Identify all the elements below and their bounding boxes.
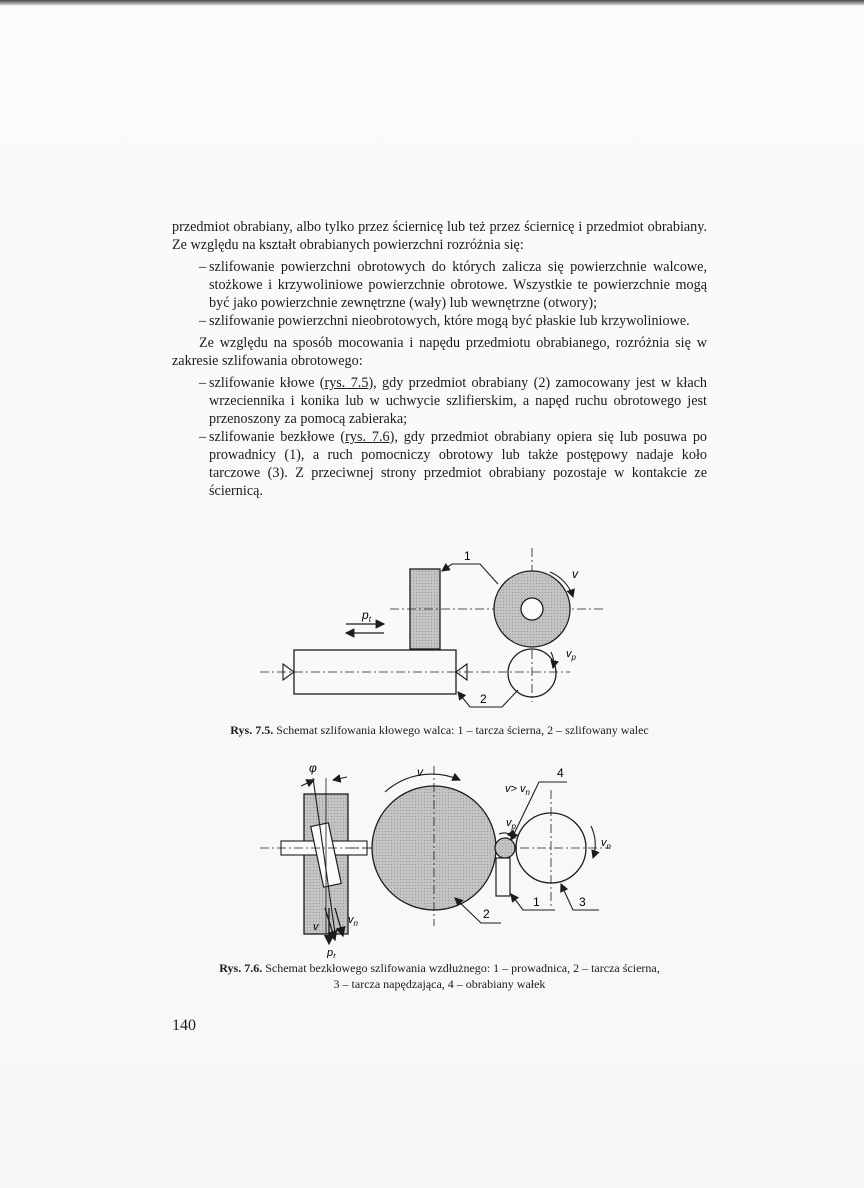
figure-reference-link[interactable]: rys. 7.6 <box>345 429 390 445</box>
svg-text:v> vn: $v> v_n$ <box>505 783 530 797</box>
svg-text:v: v <box>572 567 578 581</box>
scan-edge <box>0 0 864 6</box>
svg-text:4: 4 <box>557 766 564 780</box>
svg-text:vp: $v_p$ <box>506 817 516 831</box>
figure-7-5-diagram <box>250 540 620 715</box>
workpiece-shaft <box>495 838 515 858</box>
svg-text:pt: $p_t$ <box>362 608 371 624</box>
body-text <box>172 218 707 504</box>
svg-text:1: 1 <box>533 895 540 909</box>
svg-text:vn: $v_n$ <box>601 837 611 851</box>
list-surface-types <box>172 258 707 330</box>
figure-reference-link[interactable]: rys. 7.5 <box>324 375 369 391</box>
list-item: – szlifowanie bezkłowe (rys. 7.6), gdy przedmiot obrabiany opiera się lub posuwa po prowadnicy (1), a ruch pomocniczy obrotowy lub także postępowy nadaje koło tarczowe (3). Z przeciwnej strony przedmiot obrabiany pozostaje w kontakcie ze ściernicą. <box>199 429 708 499</box>
guide-rest <box>496 858 510 896</box>
svg-text:3: 3 <box>579 895 586 909</box>
figure-7-6-caption: Rys. 7.6. Schemat bezkłowego szlifowania wzdłużnego: 1 – prowadnica, 2 – tarcza ścierna, 3 – tarcza napędzająca, 4 – obrabiany wałek <box>219 961 660 991</box>
list-item: – szlifowanie powierzchni obrotowych do których zalicza się powierzchnie walcowe, stożkowe i krzywoliniowe powierzchnie obrotowe. Wszystkie te powierzchnie mogą być jako powierzchnie zewnętrzne (wały) lub wewnętrzne (otwory); <box>199 259 707 311</box>
svg-text:vp: $v_p$ <box>566 648 576 662</box>
list-item: – szlifowanie kłowe (rys. 7.5), gdy przedmiot obrabiany (2) zamocowany jest w kłach wrzeciennika i konika lub w uchwycie szlifierskim, a napęd ruchu obrotowego jest przenoszony za pomocą zabieraka; <box>199 375 708 427</box>
svg-text:v: v <box>313 921 319 933</box>
svg-text:φ: φ <box>309 761 317 775</box>
list-grinding-types <box>172 374 707 500</box>
svg-text:2: 2 <box>480 692 487 706</box>
list-item: – szlifowanie powierzchni nieobrotowych, które mogą być płaskie lub krzywoliniowe. <box>199 313 690 329</box>
paragraph-2: Ze względu na sposób mocowania i napędu przedmiotu obrabianego, rozróżnia się w zakresie szlifowania obrotowego: <box>172 335 707 369</box>
svg-text:pt: $p_t$ <box>327 947 336 958</box>
svg-text:1: 1 <box>464 549 471 563</box>
paragraph-1: przedmiot obrabiany, albo tylko przez ściernicę lub też przez ściernicę i przedmiot obrabiany. Ze względu na kształt obrabianych powierzchni rozróżnia się: <box>172 219 707 253</box>
svg-text:v: v <box>417 765 423 779</box>
svg-text:vn: $v_n$ <box>348 914 358 928</box>
figure-7-5-caption: Rys. 7.5. Schemat szlifowania kłowego walca: 1 – tarcza ścierna, 2 – szlifowany walec <box>230 723 649 737</box>
svg-text:2: 2 <box>483 907 490 921</box>
page-number: 140 <box>172 1017 196 1034</box>
figure-7-6-diagram <box>255 758 625 958</box>
